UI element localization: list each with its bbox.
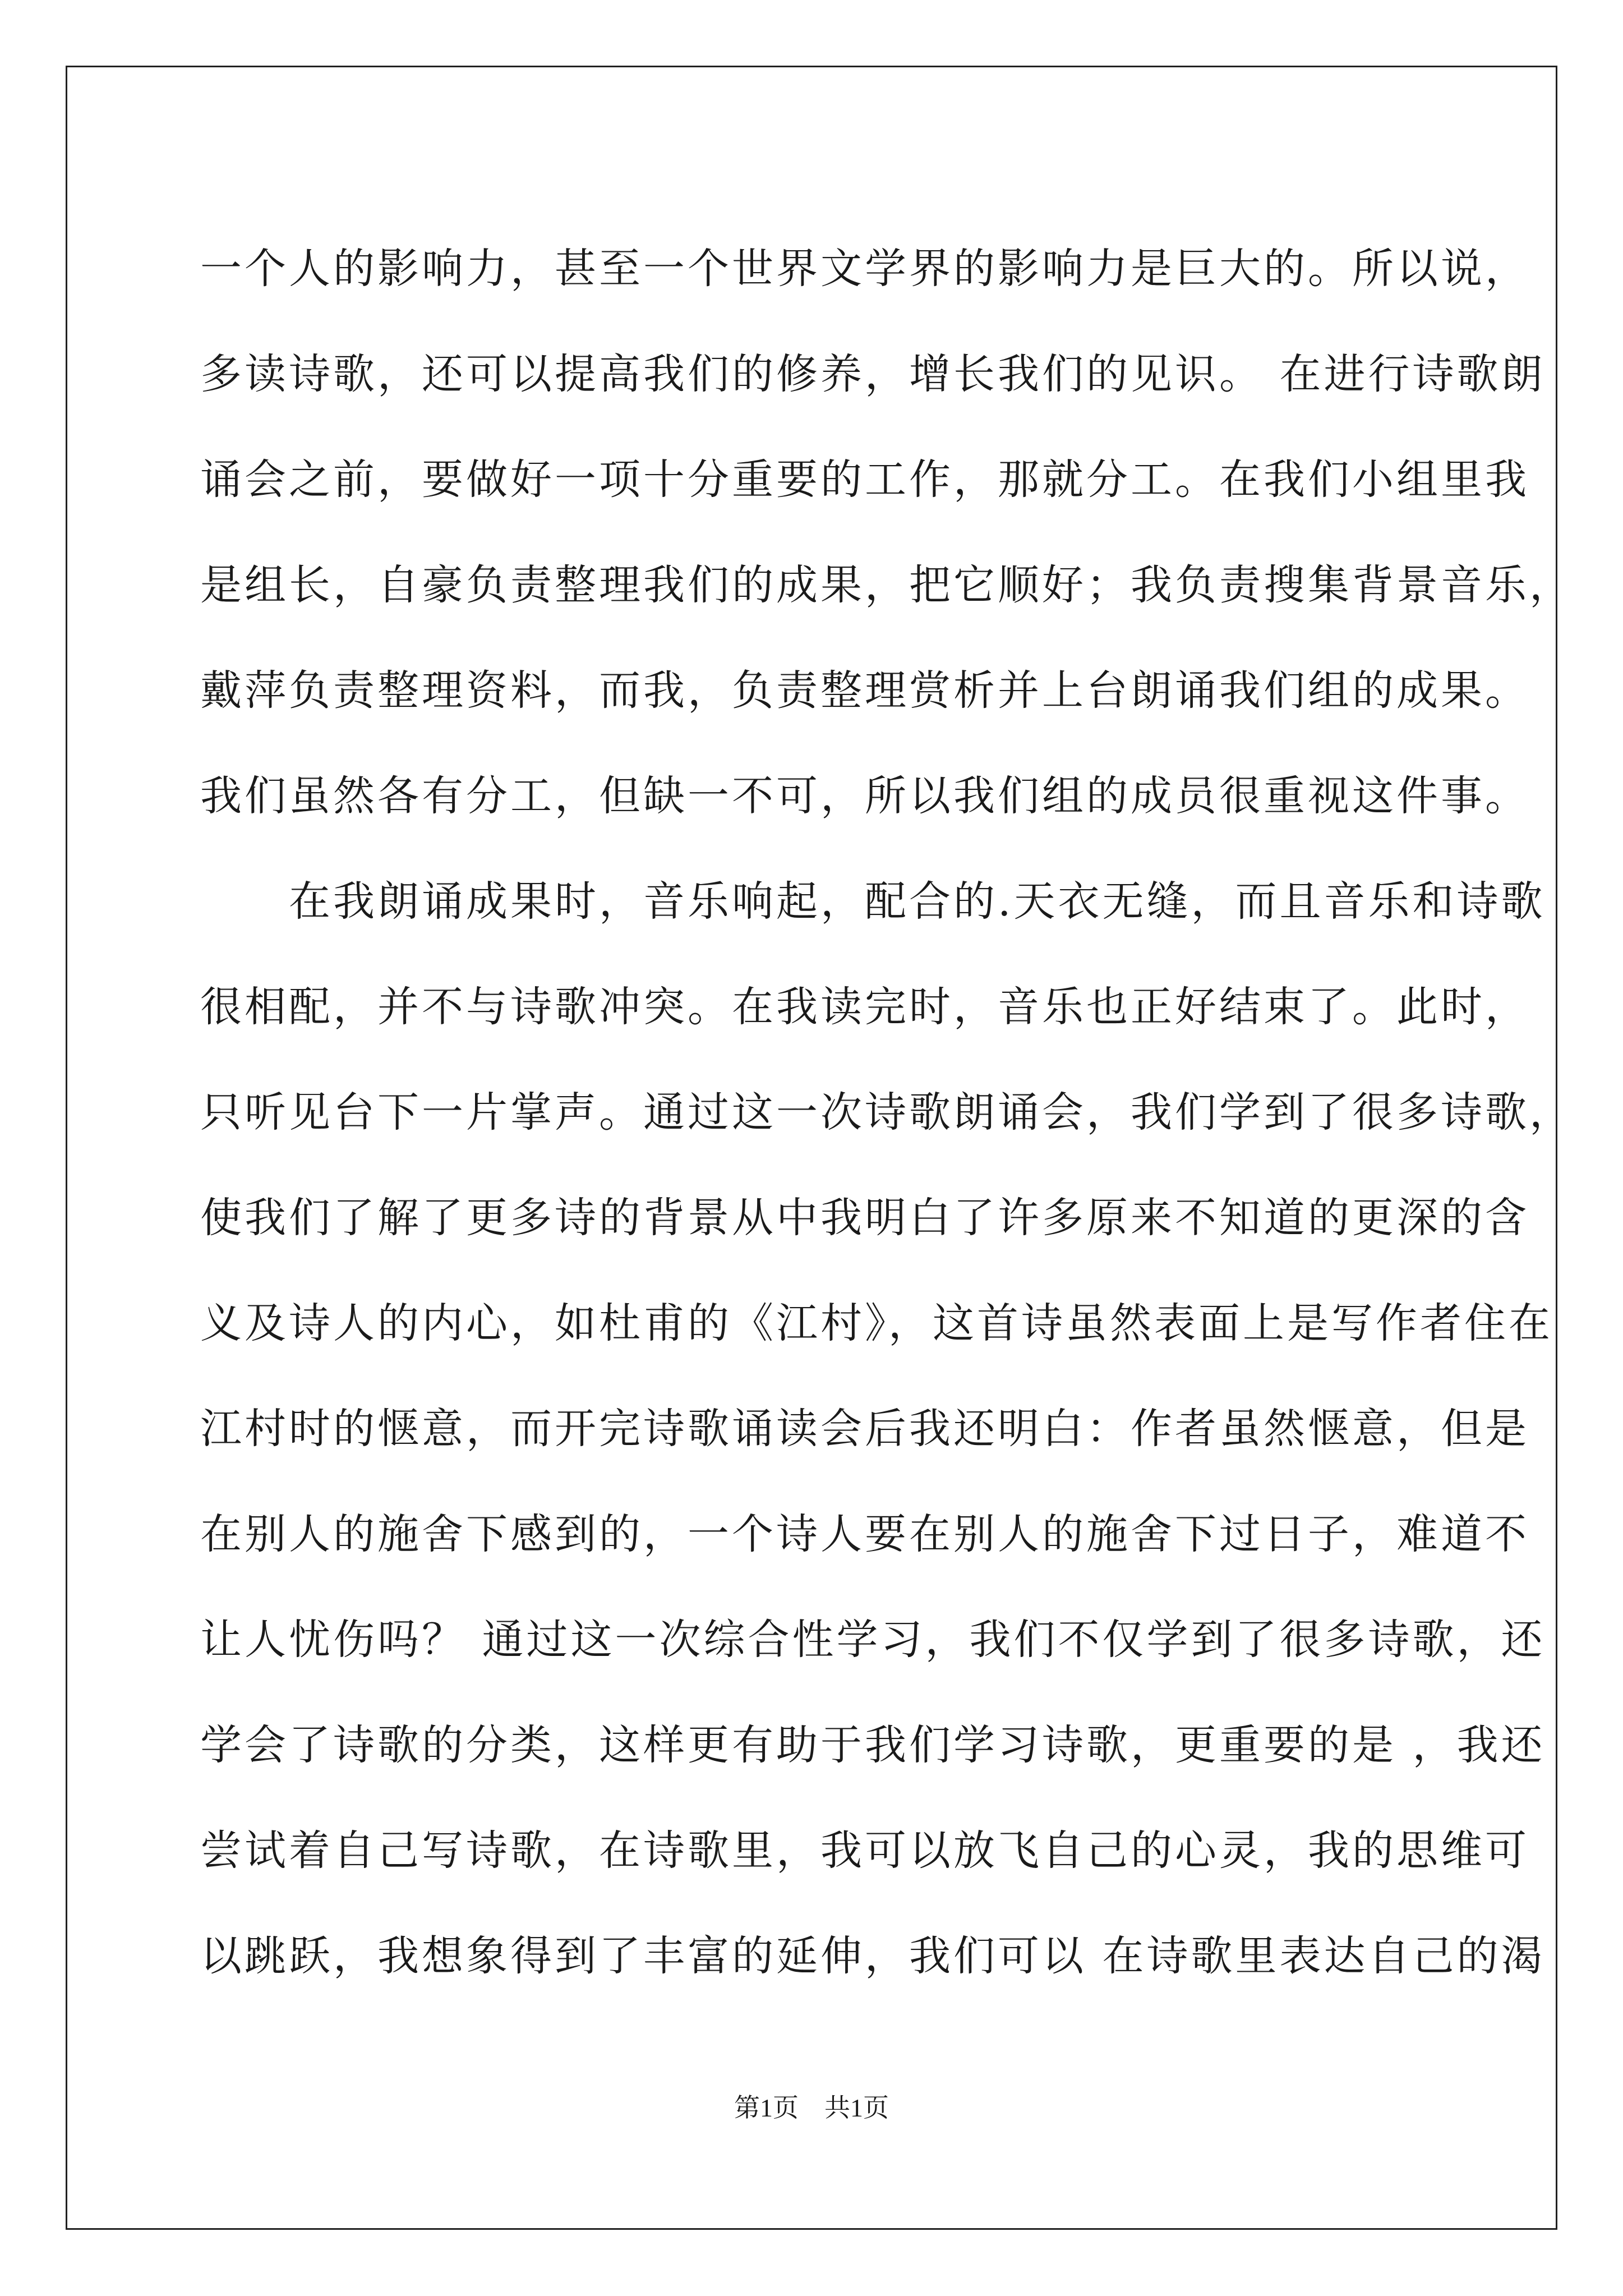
text-line: 以跳跃，我想象得到了丰富的延伸，我们可以 在诗歌里表达自己的渴 — [200, 1932, 1546, 1980]
text-line: 诵会之前，要做好一项十分重要的工作，那就分工。在我们小组里我 — [200, 455, 1529, 504]
text-line: 多读诗歌，还可以提高我们的修养，增长我们的见识。 在进行诗歌朗 — [200, 350, 1546, 398]
text-line: 使我们了解了更多诗的背景从中我明白了许多原来不知道的更深的含 — [200, 1194, 1529, 1242]
document-body — [200, 216, 1574, 2009]
text-line: 江村时的惬意，而开完诗歌诵读会后我还明白：作者虽然惬意，但是 — [200, 1405, 1529, 1453]
text-line: 在我朗诵成果时，音乐响起，配合的.天衣无缝，而且音乐和诗歌 — [200, 877, 1546, 926]
text-line: 只听见台下一片掌声。通过这一次诗歌朗诵会，我们学到了很多诗歌， — [200, 1088, 1574, 1137]
text-line: 是组长，自豪负责整理我们的成果，把它顺好；我负责搜集背景音乐， — [200, 561, 1574, 609]
text-line: 很相配，并不与诗歌冲突。在我读完时，音乐也正好结束了。此时， — [200, 983, 1529, 1031]
text-line: 戴萍负责整理资料，而我，负责整理赏析并上台朗诵我们组的成果。 — [200, 666, 1529, 715]
page-number-footer: 第1页 共1页 — [734, 2093, 889, 2122]
text-line: 尝试着自己写诗歌，在诗歌里，我可以放飞自己的心灵，我的思维可 — [200, 1826, 1529, 1875]
text-line: 义及诗人的内心，如杜甫的《江村》，这首诗虽然表面上是写作者住在 — [200, 1299, 1553, 1347]
text-line: 一个人的影响力，甚至一个世界文学界的影响力是巨大的。所以说， — [200, 245, 1529, 293]
text-line: 让人忧伤吗？ 通过这一次综合性学习，我们不仅学到了很多诗歌，还 — [200, 1616, 1546, 1664]
text-line: 在别人的施舍下感到的，一个诗人要在别人的施舍下过日子，难道不 — [200, 1510, 1529, 1558]
text-line: 我们虽然各有分工，但缺一不可，所以我们组的成员很重视这件事。 — [200, 772, 1529, 820]
text-line: 学会了诗歌的分类，这样更有助于我们学习诗歌，更重要的是 ，我还 — [200, 1721, 1546, 1769]
